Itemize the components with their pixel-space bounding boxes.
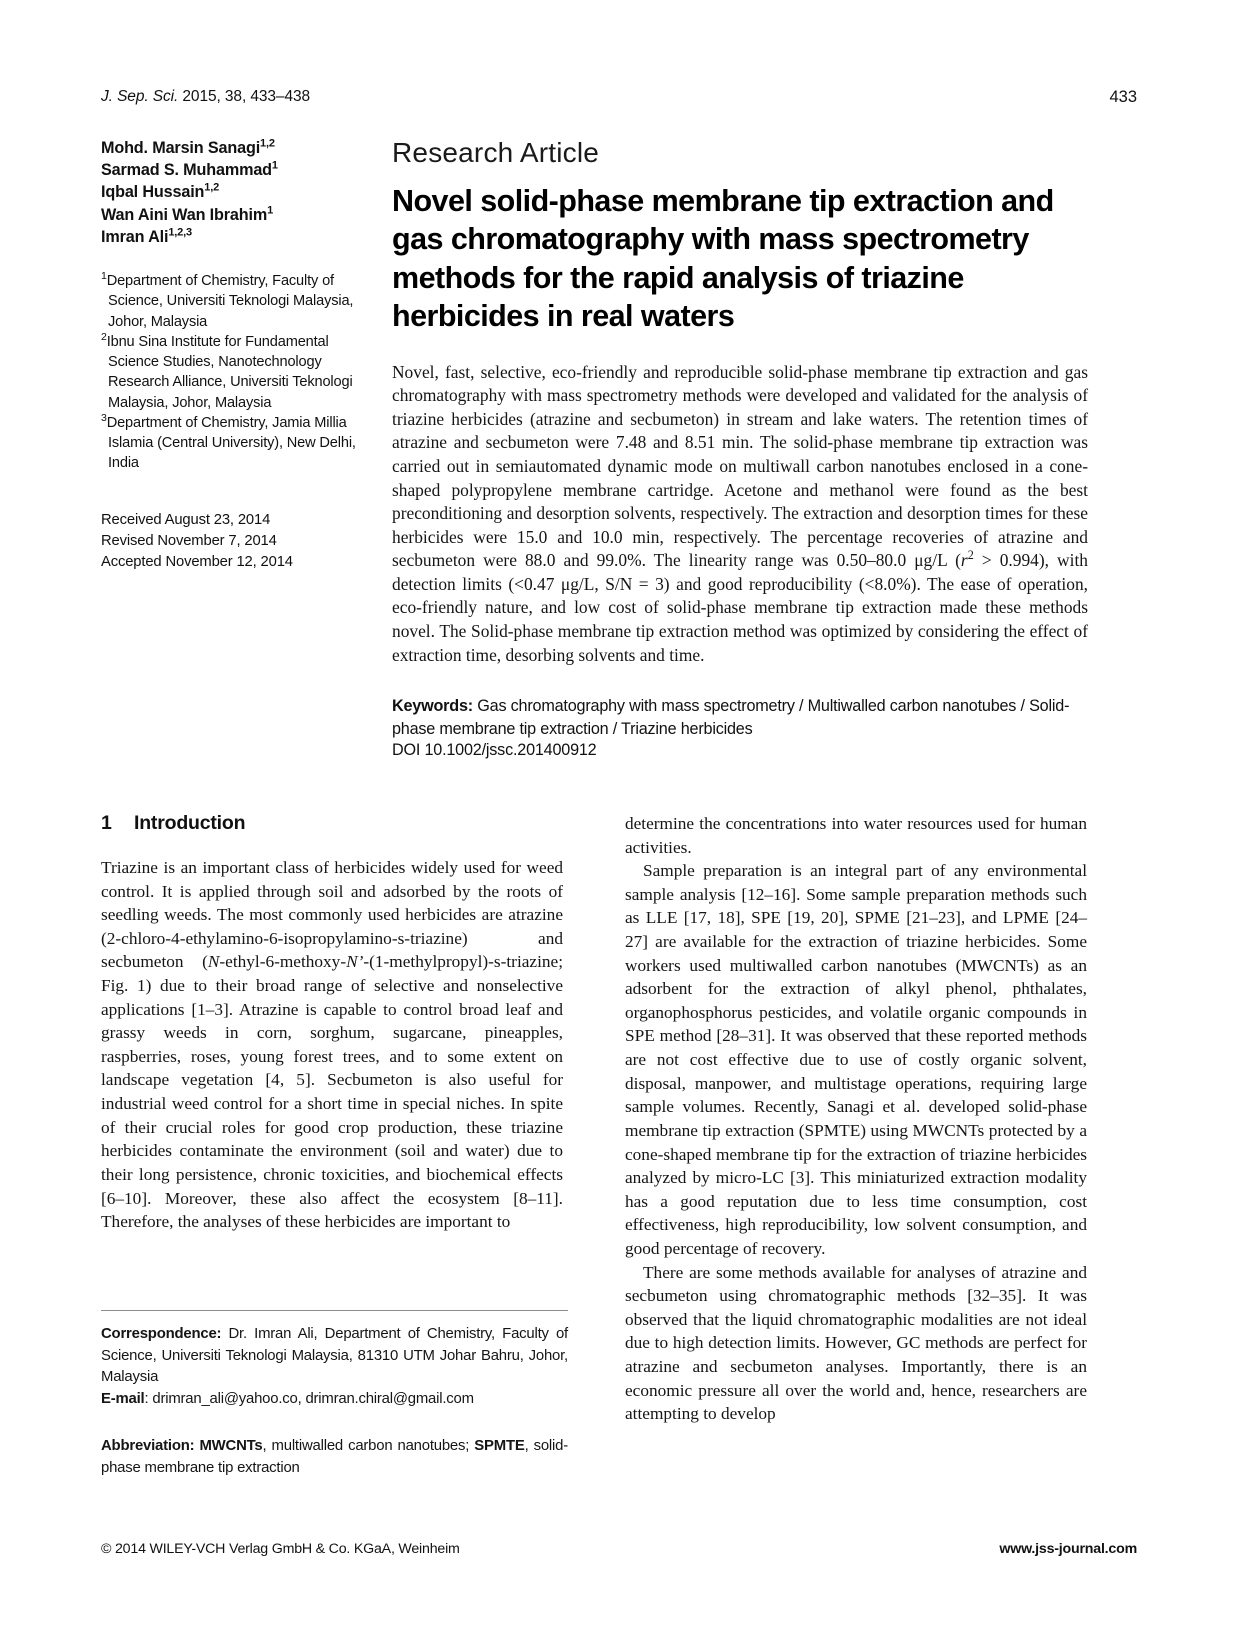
correspondence-label: Correspondence: [101,1326,222,1342]
author-list [101,137,363,248]
abstract-text-part1: Novel, fast, selective, eco-friendly and reproducible solid-phase membrane tip extraction and gas chromatography with mass spectrometry methods were developed and validated for the analysis of triazine herbicides (atrazine and secbumeton) in stream and lake waters. The retention times of atrazine and secbumeton were 7.48 and 8.51 min. The solid-phase membrane tip extraction was carried out in semiautomated dynamic mode on multiwall carbon nanotubes enclosed in a cone-shaped polypropylene membrane cartridge. Acetone and methanol were found as the best preconditioning and desorption solvents, respectively. The extraction and desorption times for these herbicides were 15.0 and 10.0 min, respectively. The percentage recoveries of atrazine and secbumeton were 88.0 and 99.0%. The linearity range was 0.50–80.0 μg/L ( [392,361,1088,571]
doi-line: DOI 10.1002/jssc.201400912 [392,741,597,760]
running-head-citation [101,88,310,106]
author-rail [101,137,363,574]
affiliation-text: Department of Chemistry, Jamia Millia Islamia (Central University), New Delhi, India [106,414,356,472]
affiliation-marker: 2 [101,330,107,343]
footnote-area [101,1310,568,1480]
abstract-text-part2: > 0.994), with detection limits (<0.47 μg/L, S/N = 3) and good reproducibility (<8.0%). The ease of operation, eco-friendly nature, and low cost of solid-phase membrane tip extraction made these methods novel. The Solid-phase membrane tip extraction method was optimized by considering the effect of extraction time, desorbing solvents and time. [392,550,1088,665]
affiliation-marker: 1 [101,270,107,283]
section-heading-label: Introduction [134,812,246,834]
paragraph: There are some methods available for analyses of atrazine and secbumeton using chromatographic methods [32–35]. It was observed that the liquid chromatographic modalities are not ideal due to high detection limits. However, GC methods are perfect for atrazine and secbumeton analyses. Importantly, there is an economic pressure all over the world and, hence, researchers are attempting to develop [625,1262,1087,1424]
abbreviation-expansion-spmte: , solid-phase membrane tip extraction [101,1438,568,1477]
author-affil-marker: 1,2 [260,137,275,150]
article-type-label: Research Article [392,137,600,168]
paragraph-text-b: -ethyl-6-methoxy- [219,952,347,972]
correspondence-text: Dr. Imran Ali, Department of Chemistry, Faculty of Science, Universiti Teknologi Malaysia, 81310 UTM Johar Bahru, Johor, Malaysia [101,1326,568,1386]
affiliation-text: Ibnu Sina Institute for Fundamental Science Studies, Nanotechnology Research Alliance, Universiti Teknologi Malaysia, Johor, Malaysia [106,333,353,411]
abbreviation-label: Abbreviation: [101,1438,195,1455]
accepted-date: Accepted November 12, 2014 [101,554,293,571]
author-name: Sarmad S. Muhammad [101,161,272,180]
author-name: Mohd. Marsin Sanagi [101,139,261,157]
received-date: Received August 23, 2014 [101,511,271,528]
keywords-line [392,695,1088,741]
abbreviation-term-mwcnts: MWCNTs [199,1438,263,1455]
section-number: 1 [101,812,112,834]
abbreviation-expansion-mwcnts: , multiwalled carbon nanotubes; [262,1438,475,1455]
paragraph-text-c: -(1-methylpropyl)-s-triazine; Fig. 1) due to their broad range of selective and nonselective applications [1–3]. Atrazine is capable to control broad leaf and grassy weeds in corn, sorghum, sugarcane, pineapples, raspberries, roses, young forest trees, and to some extent on landscape vegetation [4, 5]. Secbumeton is also useful for industrial weed control for a short time in special niches. In spite of their crucial roles for good crop production, these triazine herbicides contaminate the environment (soil and water) due to their long persistence, chronic toxicities, and biochemical effects [6–10]. Moreover, these also affect the ecosystem [8–11]. Therefore, the analyses of these herbicides are important to [101,952,563,1232]
author-affil-marker: 1,2 [204,181,220,194]
paragraph-text-a: Triazine is an important class of herbicides widely used for weed control. It is applied through soil and adsorbed by the roots of seedling weeds. The most commonly used herbicides are atrazine (2-chloro-4-ethylamino-6-isopropylamino-s-triazine) and secbumeton ( [101,858,563,972]
abbreviation-block [101,1436,568,1479]
running-head [101,88,1137,110]
journal-issue-info: 2015, 38, 433–438 [178,88,310,105]
article-title: Novel solid-phase membrane tip extraction and gas chromatography with mass spectrometry methods for the rapid analysis of triazine herbicides in real waters [392,184,1054,334]
affiliation-item [101,332,363,413]
copyright-notice: © 2014 WILEY-VCH Verlag GmbH & Co. KGaA, Weinheim [101,1541,460,1557]
abbreviation-term-spmte: SPMTE [474,1438,525,1455]
abstract-r-exponent: 2 [967,548,974,563]
author-name: Wan Aini Wan Ibrahim [101,205,268,224]
paragraph: Sample preparation is an integral part of any environmental sample analysis [12–16]. Some sample preparation methods such as LLE [17, 18], SPE [19, 20], SPME [21–23], and LPME [24–27] are available for the extraction of triazine herbicides. Some workers used multiwalled carbon nanotubes (MWCNTs) as an adsorbent for the extraction of alkyl phenol, phthalates, organophosphorus pesticides, and volatile organic compounds in SPE method [28–31]. It was observed that these reported methods are not cost effective due to use of costly organic solvent, disposal, manpower, and multistage operations, requiring large sample volumes. Recently, Sanagi et al. developed solid-phase membrane tip extraction (SPMTE) using MWCNTs protected by a cone-shaped membrane tip for the extraction of triazine herbicides analyzed by micro-LC [3]. This miniaturized extraction modality has a good reputation due to less time consumption, cost effectiveness, high reproducibility, low solvent consumption, and good percentage of recovery. [625,861,1087,1258]
email-entry [101,1389,568,1411]
journal-name-italic: J. Sep. Sci. [101,88,179,105]
author-affil-marker: 1 [271,159,278,172]
affiliation-item [101,271,363,332]
section-heading-introduction [101,812,563,835]
affiliation-marker: 3 [101,412,107,425]
page-number: 433 [1109,88,1137,106]
keywords-label: Keywords: [392,697,473,716]
author-name: Iqbal Hussain [101,183,205,202]
email-text[interactable]: : drimran_ali@yahoo.co, drimran.chiral@gmail.com [144,1390,474,1407]
correspondence-entry [101,1326,568,1385]
paragraph [101,856,563,1234]
affiliation-list [101,271,363,474]
paragraph: determine the concentrations into water resources used for human activities. [625,814,1087,857]
author-entry [101,181,363,203]
chem-italic-n-prime: N’ [346,952,364,972]
author-entry [101,226,363,248]
abstract [392,361,1088,668]
author-affil-marker: 1,2,3 [168,226,193,239]
author-name: Imran Ali [101,227,169,246]
body-column-left [101,812,563,1234]
article-history [101,510,363,574]
keywords-text: Gas chromatography with mass spectrometry / Multiwalled carbon nanotubes / Solid-phase membrane tip extraction / Triazine herbicides [392,697,1070,739]
email-label: E-mail [101,1390,145,1407]
affiliation-item [101,413,363,474]
body-column-right [625,812,1087,1426]
author-entry [101,159,363,181]
affiliation-text: Department of Chemistry, Faculty of Science, Universiti Teknologi Malaysia, Johor, Malaysia [106,272,354,330]
article-header [392,137,1088,760]
footnote-divider [101,1310,568,1311]
journal-website[interactable]: www.jss-journal.com [999,1541,1137,1557]
author-entry [101,137,363,159]
author-affil-marker: 1 [267,204,274,217]
correspondence-block [101,1324,568,1410]
abstract-r-symbol: r [960,550,968,571]
chem-italic-n: N [207,952,220,972]
author-entry [101,204,363,226]
revised-date: Revised November 7, 2014 [101,533,277,550]
